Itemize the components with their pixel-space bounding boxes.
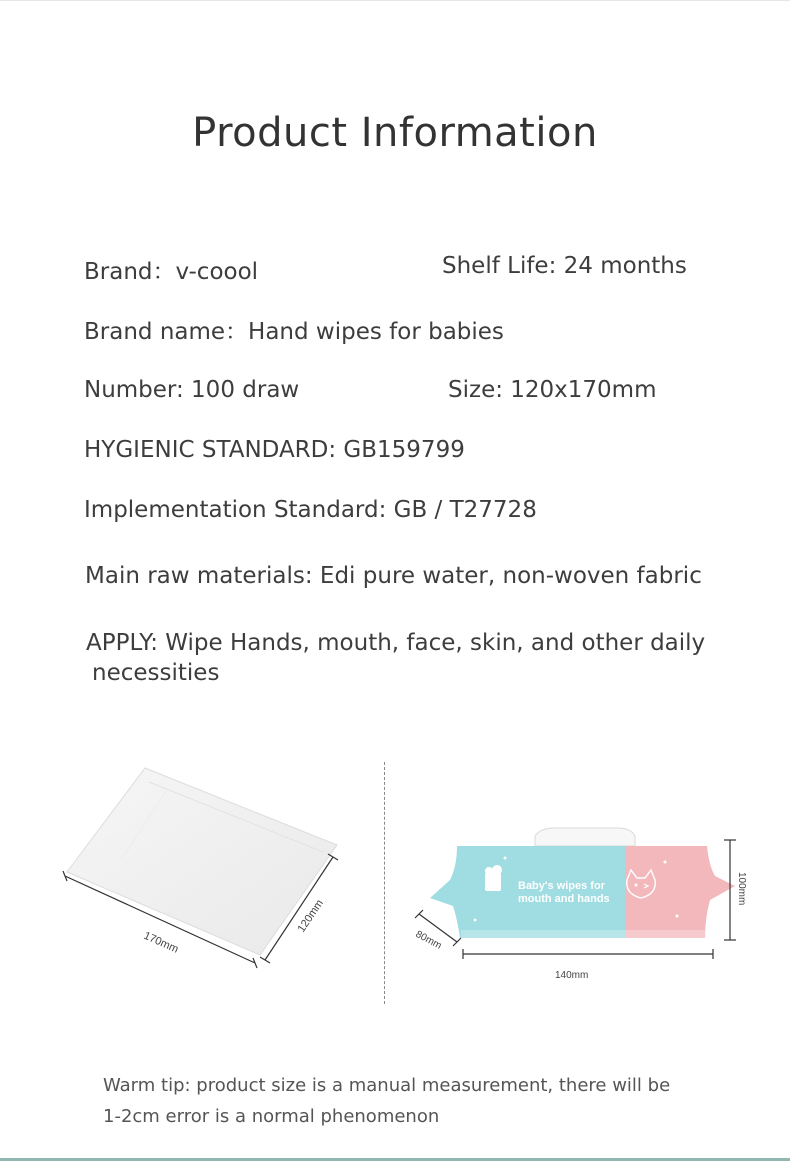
raw-materials-field: Main raw materials: Edi pure water, non-woven fabric [85, 563, 702, 589]
warm-tip-line-2: 1-2cm error is a normal phenomenon [103, 1106, 440, 1127]
warm-tip [103, 1070, 723, 1132]
height-label: 100mm [736, 872, 747, 906]
top-divider [0, 0, 790, 1]
implementation-standard-field: Implementation Standard: GB / T27728 [84, 497, 537, 523]
width-label: 120mm [295, 897, 327, 935]
cup-icon [485, 865, 502, 891]
hygienic-standard-field: HYGIENIC STANDARD: GB159799 [84, 437, 465, 463]
wipes-pack [430, 828, 735, 938]
pack-lid [535, 828, 635, 846]
apply-line-2: necessities [92, 660, 220, 686]
size-field: Size: 120x170mm [448, 377, 657, 403]
pack-text-line-1: Baby's wipes for [518, 880, 605, 892]
width-dimension-line [463, 949, 713, 959]
apply-field [86, 628, 726, 688]
wipe-dimension-figure [55, 760, 345, 975]
brand-field: Brand：v-coool [84, 259, 259, 285]
warm-tip-line-1: Warm tip: product size is a manual measurement, there will be [103, 1075, 671, 1096]
pack-dimension-figure [405, 818, 760, 988]
depth-label: 80mm [413, 928, 444, 952]
number-field: Number: 100 draw [84, 377, 300, 403]
shelf-life-field: Shelf Life: 24 months [442, 253, 687, 279]
length-label: 170mm [141, 929, 181, 956]
pack-width-label: 140mm [555, 970, 589, 981]
page-title: Product Information [192, 110, 598, 156]
figure-divider [384, 762, 385, 1004]
pack-text-line-2: mouth and hands [518, 893, 610, 905]
apply-line-1: APPLY: Wipe Hands, mouth, face, skin, and other daily [86, 630, 706, 656]
brand-name-field: Brand name：Hand wipes for babies [84, 319, 504, 345]
